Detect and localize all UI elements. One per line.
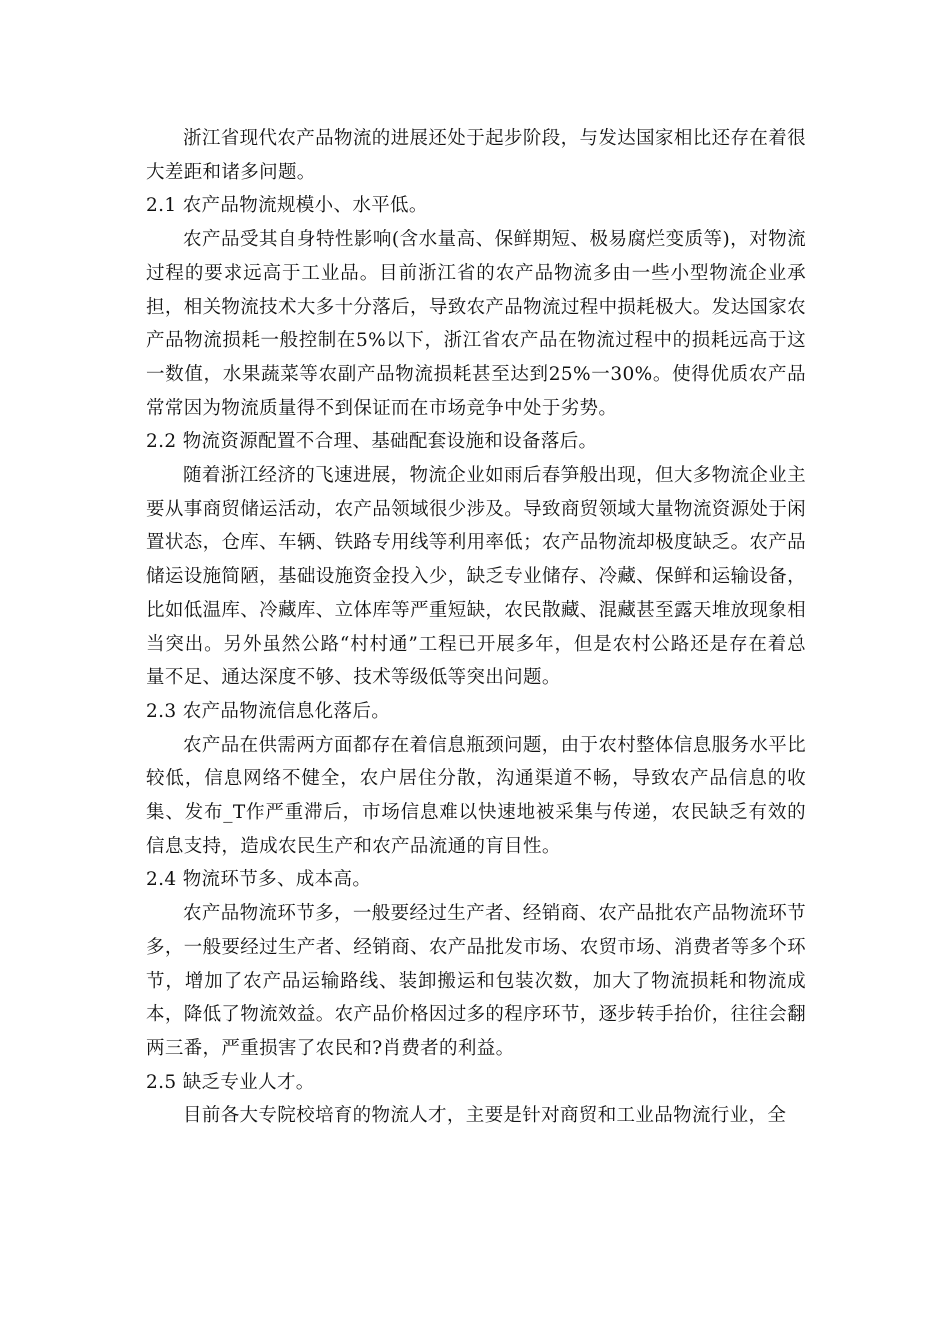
section-paragraph-2-1: 农产品受其自身特性影响(含水量高、保鲜期短、极易腐烂变质等)，对物流过程的要求远高于工业品。目前浙江省的农产品物流多由一些小型物流企业承担，相关物流技术大多十分落后，导致农产品物流过程中损耗极大。发达国家农产品物流损耗一般控制在5%以下，浙江省农产品在物流过程中的损耗远高于这一数值，水果蔬菜等农副产品物流损耗甚至达到25%一30%。使得优质农产品常常因为物流质量得不到保证而在市场竞争中处于劣势。 (146, 229, 806, 419)
document-body (146, 122, 806, 1133)
section-paragraph-2-5: 目前各大专院校培育的物流人才，主要是针对商贸和工业品物流行业，全 (183, 1105, 787, 1127)
section-heading-2-2: 2.2 物流资源配置不合理、基础配套设施和设备落后。 (146, 431, 598, 453)
section-paragraph-2-2: 随着浙江经济的飞速进展，物流企业如雨后春笋般出现，但大多物流企业主要从事商贸储运活动，农产品领域很少涉及。导致商贸领域大量物流资源处于闲置状态，仓库、车辆、铁路专用线等利用率低；农产品物流却极度缺乏。农产品储运设施简陋，基础设施资金投入少，缺乏专业储存、冷藏、保鲜和运输设备，比如低温库、冷藏库、立体库等严重短缺，农民散藏、混藏甚至露天堆放现象相当突出。另外虽然公路“村村通”工程已开展多年，但是农村公路还是存在着总量不足、通达深度不够、技术等级低等突出问题。 (146, 465, 806, 689)
intro-paragraph: 浙江省现代农产品物流的进展还处于起步阶段，与发达国家相比还存在着很大差距和诸多问题。 (146, 128, 806, 183)
section-heading-2-1: 2.1 农产品物流规模小、水平低。 (146, 195, 428, 217)
section-paragraph-2-4: 农产品物流环节多，一般要经过生产者、经销商、农产品批农产品物流环节多，一般要经过生产者、经销商、农产品批发市场、农贸市场、消费者等多个环节，增加了农产品运输路线、装卸搬运和包装次数，加大了物流损耗和物流成本，降低了物流效益。农产品价格因过多的程序环节，逐步转手抬价，往往会翻两三番，严重损害了农民和?肖费者的利益。 (146, 903, 806, 1059)
section-heading-2-3: 2.3 农产品物流信息化落后。 (146, 700, 391, 722)
section-heading-2-4: 2.4 物流环节多、成本高。 (146, 869, 372, 891)
section-heading-2-5: 2.5 缺乏专业人才。 (146, 1071, 315, 1093)
section-paragraph-2-3: 农产品在供需两方面都存在着信息瓶颈问题，由于农村整体信息服务水平比较低，信息网络不健全，农户居住分散，沟通渠道不畅，导致农产品信息的收集、发布_T作严重滞后，市场信息难以快速地被采集与传递，农民缺乏有效的信息支持，造成农民生产和农产品流通的肓目性。 (146, 734, 806, 857)
